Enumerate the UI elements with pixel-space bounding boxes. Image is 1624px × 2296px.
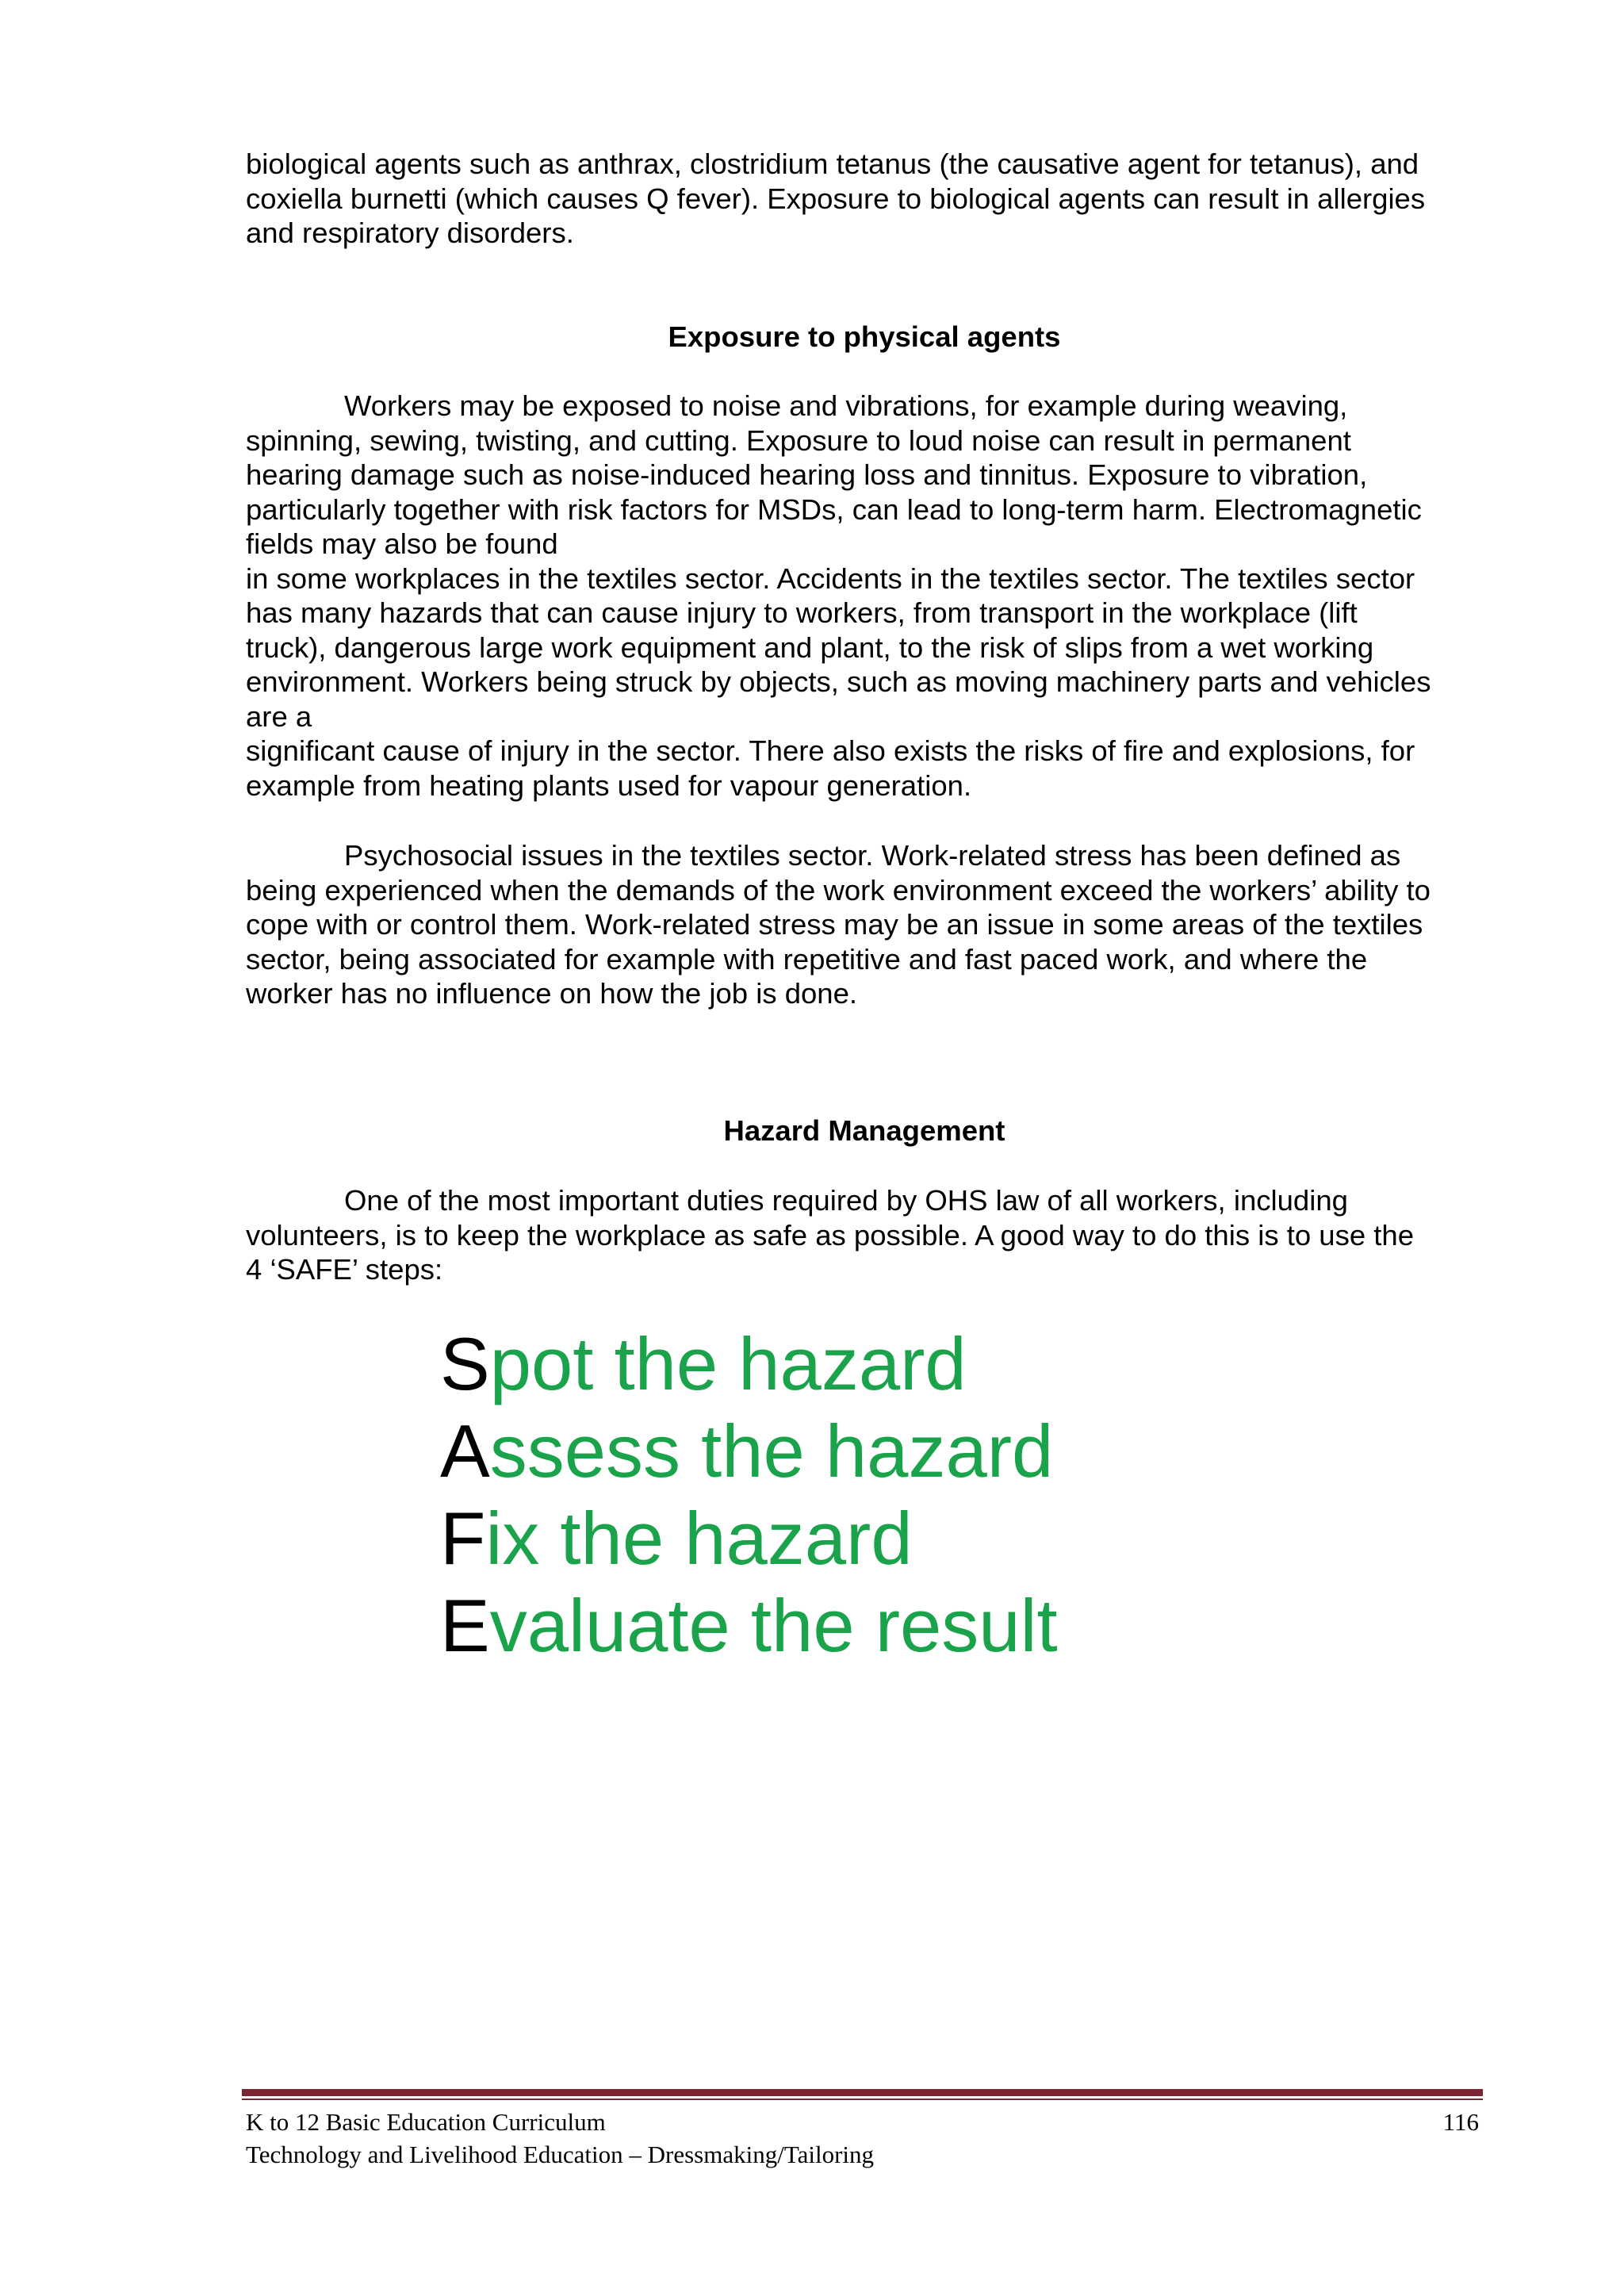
text-line: environment. Workers being struck by objects, such as moving machinery parts and vehicles bbox=[246, 665, 1431, 698]
paragraph-physical-agents bbox=[246, 389, 1431, 803]
text-line: sector, being associated for example with repetitive and fast paced work, and where the bbox=[246, 942, 1368, 976]
text-line: being experienced when the demands of the work environment exceed the workers’ ability to bbox=[246, 873, 1431, 907]
heading-hazard-management: Hazard Management bbox=[723, 1114, 1005, 1147]
text-line: worker has no influence on how the job is done. bbox=[246, 977, 858, 1010]
text-line: volunteers, is to keep the workplace as safe as possible. A good way to do this is to use the bbox=[246, 1218, 1415, 1251]
text-line: has many hazards that can cause injury to workers, from transport in the workplace (lift bbox=[246, 596, 1358, 629]
safe-step-evaluate bbox=[440, 1582, 1058, 1669]
text-line: truck), dangerous large work equipment and plant, to the risk of slips from a wet working bbox=[246, 631, 1374, 664]
paragraph-psychosocial bbox=[246, 838, 1431, 1011]
safe-steps-list bbox=[440, 1320, 1058, 1669]
footer-subject-title: Technology and Livelihood Education – Dressmaking/Tailoring bbox=[246, 2141, 875, 2168]
safe-step-initial: S bbox=[440, 1322, 490, 1405]
text-line: biological agents such as anthrax, clostridium tetanus (the causative agent for tetanus), and bbox=[246, 148, 1419, 180]
text-line: cope with or control them. Work-related stress may be an issue in some areas of the textiles bbox=[246, 908, 1423, 941]
page-footer bbox=[246, 2106, 1479, 2171]
safe-step-initial: E bbox=[440, 1584, 490, 1667]
paragraph-hazard-management bbox=[246, 1183, 1414, 1287]
page-number: 116 bbox=[1442, 2108, 1479, 2136]
text-line: 4 ‘SAFE’ steps: bbox=[246, 1253, 443, 1286]
text-line: are a bbox=[246, 700, 312, 733]
text-line: Workers may be exposed to noise and vibrations, for example during weaving, bbox=[344, 389, 1348, 422]
text-line: particularly together with risk factors for MSDs, can lead to long-term harm. Electromagnetic bbox=[246, 493, 1422, 526]
text-line: fields may also be found bbox=[246, 527, 558, 560]
footer-curriculum-title: K to 12 Basic Education Curriculum bbox=[246, 2108, 606, 2136]
heading-physical-agents: Exposure to physical agents bbox=[668, 320, 1061, 353]
text-line: Psychosocial issues in the textiles sector. Work-related stress has been defined as bbox=[344, 839, 1401, 872]
safe-step-text: pot the hazard bbox=[489, 1322, 967, 1405]
safe-step-initial: A bbox=[440, 1409, 490, 1493]
footer-divider-thin bbox=[242, 2099, 1483, 2100]
safe-step-text: ssess the hazard bbox=[489, 1409, 1054, 1493]
text-line: hearing damage such as noise-induced hearing loss and tinnitus. Exposure to vibration, bbox=[246, 458, 1368, 491]
text-line: in some workplaces in the textiles sector. Accidents in the textiles sector. The textiles sector bbox=[246, 562, 1415, 595]
text-line: spinning, sewing, twisting, and cutting. Exposure to loud noise can result in permanent bbox=[246, 424, 1351, 457]
safe-step-fix bbox=[440, 1495, 1058, 1582]
safe-step-text: ix the hazard bbox=[485, 1497, 913, 1580]
safe-step-spot bbox=[440, 1320, 1058, 1408]
footer-divider-thick bbox=[242, 2089, 1483, 2096]
text-line: and respiratory disorders. bbox=[246, 217, 574, 249]
safe-step-initial: F bbox=[440, 1497, 486, 1580]
paragraph-biological-agents bbox=[246, 147, 1425, 251]
text-line: significant cause of injury in the sector. There also exists the risks of fire and explosions, for bbox=[246, 734, 1415, 767]
text-line: example from heating plants used for vapour generation. bbox=[246, 769, 972, 802]
safe-step-text: valuate the result bbox=[489, 1584, 1058, 1667]
text-line: coxiella burnetti (which causes Q fever). Exposure to biological agents can result in allergies bbox=[246, 182, 1426, 215]
safe-step-assess bbox=[440, 1408, 1058, 1495]
text-line: One of the most important duties required by OHS law of all workers, including bbox=[344, 1184, 1348, 1217]
